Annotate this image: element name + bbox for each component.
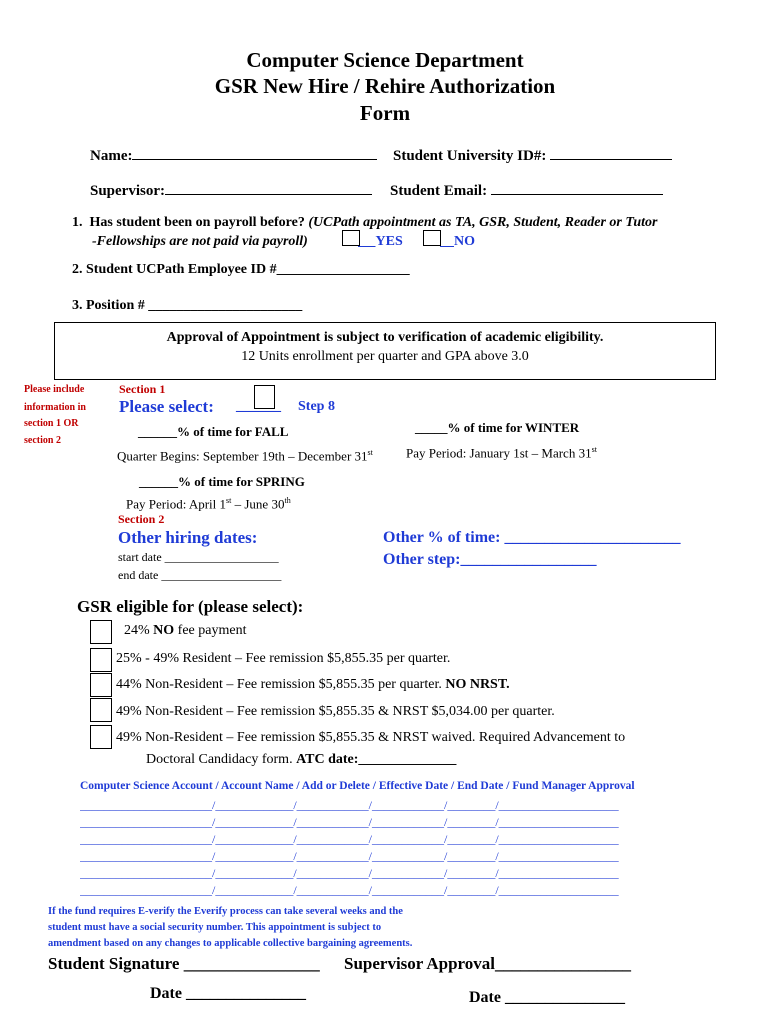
step-8-label: Step 8 — [298, 399, 335, 414]
spring-dates — [126, 496, 291, 512]
spring-dates-sup2: th — [284, 496, 291, 505]
name-label: Name: — [90, 148, 133, 164]
account-row[interactable]: ______________________/_____________/____________/____________/________/____________________ — [80, 832, 619, 846]
approval-line2: 12 Units enrollment per quarter and GPA above 3.0 — [241, 349, 529, 364]
everify-note-1: If the fund requires E-verify the Everify process can take several weeks and the — [48, 906, 403, 917]
account-row[interactable]: ______________________/_____________/____________/____________/________/____________________ — [80, 798, 619, 812]
everify-note-3: amendment based on any changes to applicable collective bargaining agreements. — [48, 938, 413, 949]
winter-dates-text: Pay Period: January 1st – March 31 — [406, 445, 592, 461]
student-id-label: Student University ID#: — [393, 148, 547, 164]
atc-date-field[interactable]: ATC date:______________ — [296, 752, 457, 767]
fall-dates — [117, 448, 373, 464]
fall-percent-field[interactable]: ______% of time for FALL — [138, 424, 289, 439]
student-date-field[interactable]: Date _______________ — [150, 985, 306, 1002]
option-nonresident-49-waived-checkbox[interactable] — [90, 725, 112, 749]
atc-line — [146, 752, 456, 768]
step-8-blank: ______ — [236, 398, 281, 414]
eligible-heading: GSR eligible for (please select): — [77, 597, 304, 616]
everify-note-2: student must have a social security number. This appointment is subject to — [48, 922, 382, 933]
supervisor-input-line[interactable] — [165, 180, 372, 195]
option-nonresident-44-checkbox[interactable] — [90, 673, 112, 697]
section-2-label: Section 2 — [118, 512, 165, 526]
student-email-field[interactable] — [390, 180, 663, 200]
section-1-label: Section 1 — [119, 382, 166, 396]
student-id-field[interactable] — [393, 145, 672, 165]
student-email-input-line[interactable] — [491, 180, 663, 195]
option-nonresident-44-no-nrst: NO NRST. — [445, 677, 510, 692]
spring-dates-b: – June 30 — [231, 496, 285, 512]
option-resident-checkbox[interactable] — [90, 648, 112, 672]
account-row[interactable]: ______________________/_____________/____________/____________/________/____________________ — [80, 815, 619, 829]
student-email-label: Student Email: — [390, 183, 488, 199]
form-title-line2: GSR New Hire / Rehire Authorization — [214, 74, 556, 98]
option-24-pct: 24% — [124, 623, 154, 638]
q1-note-a: (UCPath appointment as TA, GSR, Student, Reader or Tutor — [308, 215, 658, 230]
supervisor-date-field[interactable]: Date _______________ — [469, 989, 625, 1006]
form-title-line1: Computer Science Department — [246, 48, 524, 72]
other-percent-field[interactable]: Other % of time: ______________________ — [383, 529, 681, 546]
spring-dates-sup1: st — [226, 496, 232, 505]
supervisor-field[interactable] — [90, 180, 372, 200]
start-date-field[interactable]: start date ___________________ — [118, 550, 279, 564]
option-24-no: NO — [153, 623, 175, 638]
option-24-text: fee payment — [174, 623, 247, 638]
fall-dates-sup: st — [367, 448, 373, 457]
student-signature-field[interactable]: Student Signature ________________ — [48, 954, 320, 973]
q1-no-label: NO — [454, 234, 475, 249]
student-id-input-line[interactable] — [550, 145, 672, 160]
q1-yes-label: YES — [375, 234, 403, 249]
candidacy-text: Doctoral Candidacy form. — [146, 752, 297, 767]
winter-dates — [406, 445, 597, 461]
option-nonresident-44-label — [116, 677, 510, 693]
spring-percent-field[interactable]: ______% of time for SPRING — [139, 474, 305, 489]
q1-no-option — [440, 234, 475, 250]
question-3[interactable]: 3. Position # ______________________ — [72, 298, 303, 313]
side-note-4: section 2 — [24, 435, 61, 446]
name-field[interactable] — [90, 145, 377, 165]
winter-percent-field[interactable]: _____% of time for WINTER — [415, 420, 580, 435]
option-24-label — [124, 623, 246, 639]
question-2[interactable]: 2. Student UCPath Employee ID #___________________ — [72, 262, 410, 277]
account-row[interactable]: ______________________/_____________/____________/____________/________/____________________ — [80, 866, 619, 880]
other-hiring-dates-label: Other hiring dates: — [118, 528, 258, 547]
option-resident-label: 25% - 49% Resident – Fee remission $5,855.35 per quarter. — [116, 651, 451, 666]
option-24-checkbox[interactable] — [90, 620, 112, 644]
account-header: Computer Science Account / Account Name / Add or Delete / Effective Date / End Date / Fund Manager Approval — [80, 780, 635, 792]
side-note-3: section 1 OR — [24, 418, 79, 429]
question-1 — [72, 215, 658, 231]
winter-dates-sup: st — [591, 445, 597, 454]
option-nonresident-49-label: 49% Non-Resident – Fee remission $5,855.35 & NRST $5,034.00 per quarter. — [116, 704, 555, 719]
fall-dates-text: Quarter Begins: September 19th – December 31 — [117, 448, 368, 464]
q1-number: 1. — [72, 215, 83, 230]
form-title-line3: Form — [359, 101, 411, 125]
approval-line1: Approval of Appointment is subject to verification of academic eligibility. — [166, 330, 604, 345]
account-row[interactable]: ______________________/_____________/____________/____________/________/____________________ — [80, 849, 619, 863]
option-nonresident-49-waived-label: 49% Non-Resident – Fee remission $5,855.35 & NRST waived. Required Advancement to — [116, 730, 626, 745]
please-select-label: Please select: — [119, 397, 214, 416]
option-nonresident-49-checkbox[interactable] — [90, 698, 112, 722]
q1-no-checkbox[interactable] — [423, 230, 441, 246]
q1-text: Has student been on payroll before? — [89, 215, 305, 230]
q1-note-b: -Fellowships are not paid via payroll) — [92, 234, 308, 249]
name-input-line[interactable] — [132, 145, 377, 160]
end-date-field[interactable]: end date ____________________ — [118, 568, 282, 582]
q1-yes-option — [358, 234, 403, 250]
other-step-field[interactable]: Other step:_________________ — [383, 551, 597, 568]
option-nonresident-44-text: 44% Non-Resident – Fee remission $5,855.35 per quarter. — [116, 677, 446, 692]
side-note-1: Please include — [24, 384, 85, 395]
side-note-2: information in — [24, 402, 86, 413]
spring-dates-a: Pay Period: April 1 — [126, 496, 227, 512]
supervisor-approval-field[interactable]: Supervisor Approval________________ — [344, 954, 631, 973]
supervisor-label: Supervisor: — [90, 183, 165, 199]
account-row[interactable]: ______________________/_____________/____________/____________/________/____________________ — [80, 883, 619, 897]
